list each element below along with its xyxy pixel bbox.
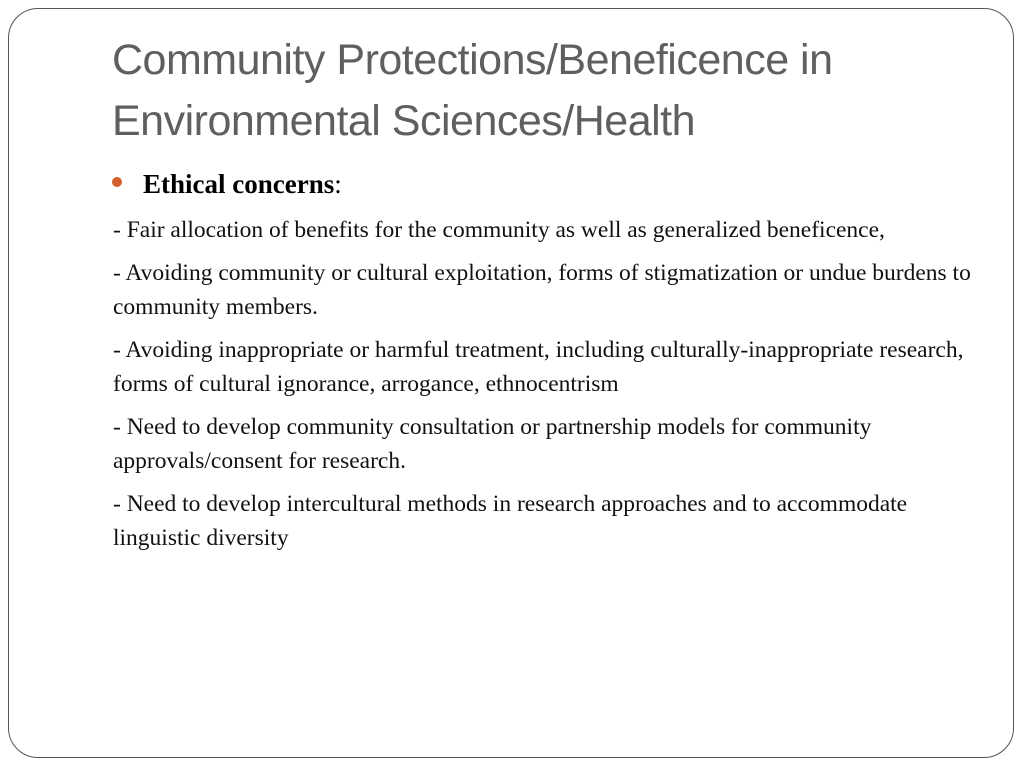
bullet-heading-text: Ethical concerns [143, 168, 335, 199]
bullet-heading [143, 169, 342, 200]
slide-title [112, 30, 992, 152]
bullet-heading-suffix: : [334, 168, 342, 199]
concern-item: - Avoiding inappropriate or harmful treatment, including culturally-inappropriate research, forms of cultural ignorance, arrogance, ethnocentrism [113, 337, 964, 397]
title-line-1: Community Protections/Beneficence in [112, 36, 833, 84]
bullet-ethical-concerns [112, 165, 342, 203]
concern-list [113, 213, 973, 564]
concern-item: - Need to develop community consultation or partnership models for community approvals/consent for research. [113, 414, 872, 474]
concern-item: - Need to develop intercultural methods in research approaches and to accommodate linguistic diversity [113, 491, 908, 551]
concern-item: - Fair allocation of benefits for the community as well as generalized beneficence, [113, 217, 885, 243]
bullet-dot-icon [112, 177, 122, 187]
title-line-2: Environmental Sciences/Health [112, 97, 696, 145]
concern-item: - Avoiding community or cultural exploitation, forms of stigmatization or undue burdens to community members. [113, 260, 971, 320]
